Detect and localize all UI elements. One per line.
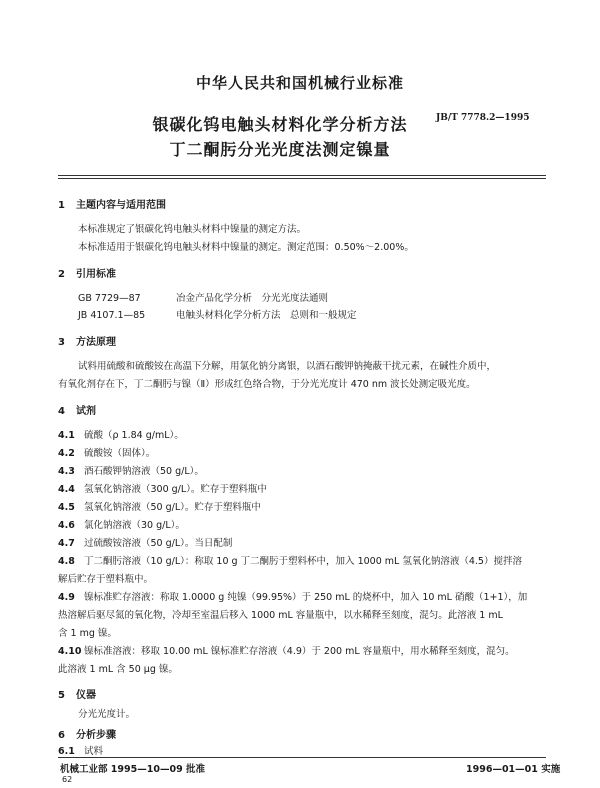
item-text: 氢氧化钠溶液（50 g/L）。贮存于塑料瓶中	[84, 502, 261, 513]
section-title: 分析步骤	[76, 730, 116, 741]
reagent-item	[58, 427, 184, 441]
reagent-item	[58, 535, 232, 549]
reagent-item	[58, 517, 185, 531]
reference-name: 电触头材料化学分析方法 总则和一般规定	[176, 310, 357, 321]
item-number: 4.9	[58, 592, 75, 603]
section-6-heading	[58, 726, 116, 741]
item-text: 镍标准贮存溶液：称取 1.0000 g 纯镍（99.95%）于 250 mL 的烧杯中，加入 10 mL 硝酸（1+1），加	[84, 592, 528, 603]
section-number: 5	[58, 690, 65, 701]
section-number: 3	[58, 337, 65, 348]
section-title: 引用标准	[76, 269, 116, 280]
item-number: 4.6	[58, 520, 75, 531]
reagent-item	[58, 553, 522, 567]
item-text: 氯化钠溶液（30 g/L）。	[84, 520, 185, 531]
section-5-paragraph: 分光光度计。	[78, 709, 136, 720]
footer-divider	[58, 757, 546, 758]
reagent-item-continuation: 热溶解后驱尽氮的氧化物，冷却至室温后移入 1000 mL 容量瓶中，以水稀释至刻度，混匀。此溶液 1 mL	[58, 610, 503, 621]
item-number: 4.10	[58, 646, 82, 657]
section-title: 方法原理	[76, 337, 116, 348]
section-title: 试剂	[76, 406, 96, 417]
reference-item	[78, 307, 357, 321]
section-number: 4	[58, 406, 65, 417]
section-4-heading	[58, 402, 96, 417]
page-number: 62	[62, 775, 73, 784]
section-title: 仪器	[76, 690, 96, 701]
item-number: 4.3	[58, 466, 75, 477]
item-text: 硫酸（ρ 1.84 g/mL）。	[84, 430, 184, 441]
section-3-heading	[58, 333, 116, 348]
section-number: 6	[58, 730, 65, 741]
item-number: 4.8	[58, 556, 75, 567]
item-text: 氢氧化钠溶液（300 g/L）。贮存于塑料瓶中	[84, 484, 267, 495]
reference-code: JB 4107.1—85	[78, 310, 146, 321]
section-1-paragraph-1: 本标准规定了银碳化钨电触头材料中镍量的测定方法。	[78, 224, 307, 235]
item-text: 试料	[84, 746, 104, 757]
section-1-paragraph-2: 本标准适用于银碳化钨电触头材料中镍量的测定。测定范围：0.50%～2.00%。	[78, 242, 414, 253]
item-text: 过硫酸铵溶液（50 g/L）。当日配制	[84, 538, 233, 549]
header-divider-thin	[58, 178, 546, 179]
section-2-heading	[58, 265, 116, 280]
reference-name: 冶金产品化学分析 分光光度法通则	[176, 293, 329, 304]
item-number: 4.4	[58, 484, 75, 495]
reference-item	[78, 290, 328, 304]
section-1-heading	[58, 196, 166, 211]
document-subtitle: 丁二酮肟分光光度法测定镍量	[169, 140, 391, 159]
item-text: 丁二酮肟溶液（10 g/L）：称取 10 g 丁二酮肟于塑料杯中，加入 1000 mL 氢氧化钠溶液（4.5）搅拌溶	[84, 556, 522, 567]
reagent-item-continuation: 解后贮存于塑料瓶中。	[58, 574, 154, 585]
implementation-date: 1996—01—01 实施	[466, 764, 561, 775]
item-number: 6.1	[58, 746, 75, 757]
reagent-item	[58, 445, 155, 459]
item-text: 硫酸铵（固体）。	[84, 448, 156, 459]
approval-info: 机械工业部 1995—10—09 批准	[60, 764, 205, 775]
item-number: 4.1	[58, 430, 75, 441]
reagent-item	[58, 499, 261, 513]
reagent-item	[58, 589, 527, 603]
item-number: 4.2	[58, 448, 75, 459]
section-number: 2	[58, 269, 65, 280]
reagent-item-continuation: 此溶液 1 mL 含 50 μg 镍。	[58, 664, 178, 675]
section-title: 主题内容与适用范围	[76, 200, 166, 211]
section-number: 1	[58, 200, 65, 211]
reagent-item	[58, 463, 204, 477]
item-text: 镍标准溶液：移取 10.00 mL 镍标准贮存溶液（4.9）于 200 mL 容量瓶中，用水稀释至刻度，混匀。	[84, 646, 515, 657]
item-text: 酒石酸钾钠溶液（50 g/L）。	[84, 466, 204, 477]
section-3-paragraph-1: 试料用硫酸和硫酸铵在高温下分解，用氯化钠分离银，以酒石酸钾钠掩蔽干扰元素，在碱性介质中，	[78, 361, 497, 372]
header-divider	[58, 175, 546, 176]
standard-number: JB/T 7778.2—1995	[436, 113, 530, 123]
issuing-organization: 中华人民共和国机械行业标准	[195, 74, 404, 92]
subsection-6-1	[58, 743, 103, 757]
section-5-heading	[58, 686, 96, 701]
reagent-item	[58, 481, 267, 495]
item-number: 4.7	[58, 538, 75, 549]
reagent-item-continuation: 含 1 mg 镍。	[58, 628, 117, 639]
reagent-item	[58, 643, 515, 657]
section-3-paragraph-2: 有氧化剂存在下，丁二酮肟与镍（Ⅱ）形成红色络合物，于分光光度计 470 nm 波长处测定吸光度。	[58, 379, 476, 390]
reference-code: GB 7729—87	[78, 293, 141, 304]
item-number: 4.5	[58, 502, 75, 513]
document-title: 银碳化钨电触头材料化学分析方法	[152, 115, 408, 134]
